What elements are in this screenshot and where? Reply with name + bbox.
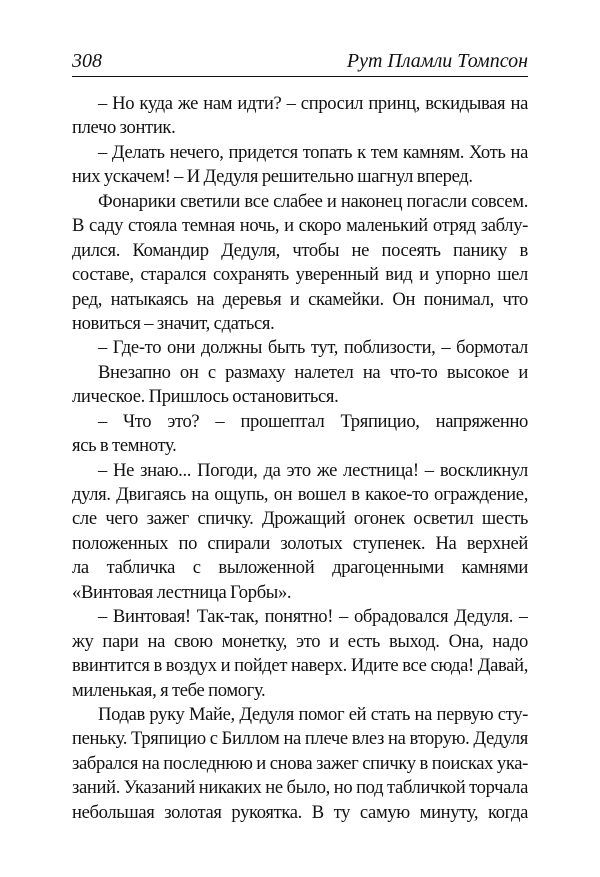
page-header [72,44,528,77]
text-line: ла табличка с выложенной драгоценными камнями [72,557,528,579]
text-line: ввинтится в воздух и пойдет наверх. Идите все сюда! Давай, [72,655,528,677]
body-text [72,92,528,825]
text-line: лическое. Пришлось остановиться. [72,386,339,408]
text-line: – Где-то они должны быть тут, поблизости, – бормотал [98,337,528,359]
text-line: них ускачем! – И Дедуля решительно шагнул вперед. [72,166,473,188]
text-line: – Что это? – прошептал Тряпицио, напряженно [98,410,528,432]
text-line: дуля. Двигаясь на ощупь, он вошел в какое-то ограждение, [72,484,528,505]
text-line: – Но куда же нам идти? – спросил принц, вскидывая на [98,93,528,114]
text-line: составе, старался сохранять уверенный вид и упорно шел [72,264,528,286]
text-line: Внезапно он с размаху налетел на что-то высокое и [98,361,528,383]
page-number: 308 [72,50,102,72]
text-line: Подав руку Майе, Дедуля помог ей стать на первую сту- [98,703,528,725]
text-line: – Винтовая! Так-так, понятно! – обрадовался Дедуля. – [98,606,528,628]
text-line: «Винтовая лестница Горбы». [72,581,292,603]
text-line: заний. Указаний никаких не было, но под табличкой торчала [72,777,528,799]
text-line: ясь в темноту. [72,435,177,457]
running-title: Рут Пламли Томпсон [346,50,528,72]
text-line: новиться – значит, сдаться. [72,312,275,334]
text-line: положенных по спирали золотых ступенек. На верхней [72,532,528,554]
text-line: пеньку. Тряпицио с Биллом на плече влез на вторую. Дедуля [72,728,528,750]
text-line: – Делать нечего, придется топать к тем камням. Хоть на [98,141,528,163]
text-line: Фонарики светили все слабее и наконец погасли совсем. [98,190,528,212]
text-line: жу пари на свою монетку, это и есть выход. Она, надо [72,630,528,652]
text-line: В саду стояла темная ночь, и скоро маленький отряд заблу- [72,215,528,237]
text-line: дился. Командир Дедуля, чтобы не посеять панику в [72,239,528,261]
text-line: небольшая золотая рукоятка. В ту самую минуту, когда [72,801,528,823]
text-line: сле чего зажег спичку. Дрожащий огонек осветил шесть [72,508,528,530]
text-line: ред, натыкаясь на деревья и скамейки. Он понимал, что [72,288,528,310]
text-line: плечо зонтик. [72,117,176,139]
text-line: – Не знаю... Погоди, да это же лестница! – воскликнул [98,459,528,481]
text-line: миленькая, я тебе помогу. [72,679,266,701]
text-line: забрался на последнюю и снова зажег спичку в поисках ука- [72,752,528,774]
